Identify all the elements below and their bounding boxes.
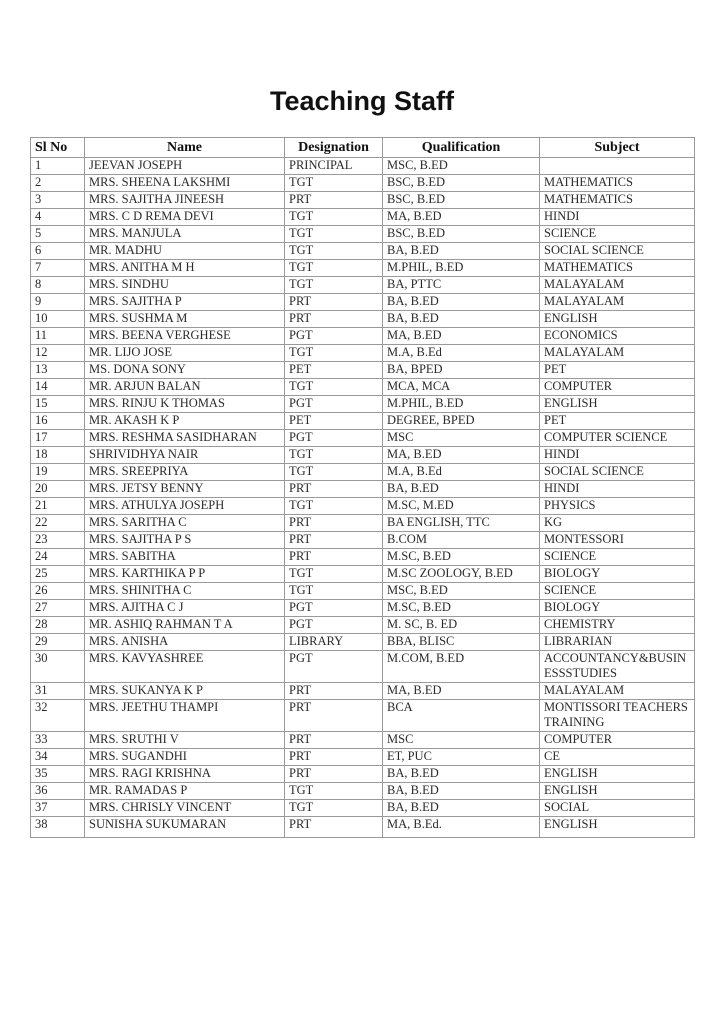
table-row [31, 817, 695, 838]
subject-cell: CE [540, 749, 695, 766]
table-row [31, 311, 695, 328]
header-sl-no: Sl No [31, 138, 85, 158]
designation-cell: PGT [285, 328, 383, 345]
qualification-cell: MSC [383, 430, 540, 447]
subject-cell: MONTESSORI [540, 532, 695, 549]
sl-no-cell: 36 [31, 783, 85, 800]
qualification-cell: M.SC, M.ED [383, 498, 540, 515]
subject-cell: PHYSICS [540, 498, 695, 515]
qualification-cell: BA ENGLISH, TTC [383, 515, 540, 532]
qualification-cell: MA, B.ED [383, 209, 540, 226]
name-cell: JEEVAN JOSEPH [85, 158, 285, 175]
name-cell: SHRIVIDHYA NAIR [85, 447, 285, 464]
name-cell: MRS. SUKANYA K P [85, 683, 285, 700]
qualification-cell: DEGREE, BPED [383, 413, 540, 430]
subject-cell: BIOLOGY [540, 566, 695, 583]
designation-cell: TGT [285, 345, 383, 362]
sl-no-cell: 14 [31, 379, 85, 396]
table-row [31, 651, 695, 683]
designation-cell: PRINCIPAL [285, 158, 383, 175]
table-row [31, 498, 695, 515]
table-row [31, 362, 695, 379]
qualification-cell: BCA [383, 700, 540, 732]
table-row [31, 345, 695, 362]
subject-cell: MALAYALAM [540, 683, 695, 700]
table-row [31, 447, 695, 464]
name-cell: MRS. SRUTHI V [85, 732, 285, 749]
subject-cell: BIOLOGY [540, 600, 695, 617]
table-header [31, 138, 695, 158]
name-cell: MRS. SUGANDHI [85, 749, 285, 766]
designation-cell: TGT [285, 783, 383, 800]
name-cell: MR. LIJO JOSE [85, 345, 285, 362]
name-cell: MRS. RESHMA SASIDHARAN [85, 430, 285, 447]
sl-no-cell: 5 [31, 226, 85, 243]
qualification-cell: M.A, B.Ed [383, 464, 540, 481]
header-name: Name [85, 138, 285, 158]
table-row [31, 549, 695, 566]
name-cell: MR. MADHU [85, 243, 285, 260]
sl-no-cell: 31 [31, 683, 85, 700]
name-cell: MRS. SHEENA LAKSHMI [85, 175, 285, 192]
sl-no-cell: 35 [31, 766, 85, 783]
subject-cell: MATHEMATICS [540, 260, 695, 277]
subject-cell: CHEMISTRY [540, 617, 695, 634]
qualification-cell: MA, B.ED [383, 447, 540, 464]
table-row [31, 766, 695, 783]
qualification-cell: BA, BPED [383, 362, 540, 379]
name-cell: MRS. SAJITHA P S [85, 532, 285, 549]
designation-cell: TGT [285, 260, 383, 277]
name-cell: MRS. SARITHA C [85, 515, 285, 532]
subject-cell: ECONOMICS [540, 328, 695, 345]
page-title: Teaching Staff [269, 86, 455, 116]
subject-cell: COMPUTER SCIENCE [540, 430, 695, 447]
qualification-cell: BA, B.ED [383, 311, 540, 328]
subject-cell: ENGLISH [540, 766, 695, 783]
name-cell: MRS. JETSY BENNY [85, 481, 285, 498]
sl-no-cell: 30 [31, 651, 85, 683]
subject-cell: SOCIAL SCIENCE [540, 243, 695, 260]
designation-cell: PET [285, 413, 383, 430]
sl-no-cell: 32 [31, 700, 85, 732]
sl-no-cell: 28 [31, 617, 85, 634]
subject-cell: COMPUTER [540, 732, 695, 749]
sl-no-cell: 23 [31, 532, 85, 549]
sl-no-cell: 27 [31, 600, 85, 617]
sl-no-cell: 1 [31, 158, 85, 175]
name-cell: MRS. SREEPRIYA [85, 464, 285, 481]
name-cell: MRS. ANISHA [85, 634, 285, 651]
designation-cell: PRT [285, 311, 383, 328]
table-row [31, 515, 695, 532]
sl-no-cell: 15 [31, 396, 85, 413]
subject-cell: ACCOUNTANCY&BUSINESSSTUDIES [540, 651, 695, 683]
qualification-cell: MA, B.ED [383, 683, 540, 700]
designation-cell: PGT [285, 617, 383, 634]
subject-cell: SCIENCE [540, 583, 695, 600]
sl-no-cell: 2 [31, 175, 85, 192]
designation-cell: PGT [285, 600, 383, 617]
designation-cell: PGT [285, 396, 383, 413]
qualification-cell: BA, B.ED [383, 294, 540, 311]
sl-no-cell: 25 [31, 566, 85, 583]
name-cell: MRS. ATHULYA JOSEPH [85, 498, 285, 515]
name-cell: MRS. SAJITHA P [85, 294, 285, 311]
table-row [31, 481, 695, 498]
designation-cell: TGT [285, 226, 383, 243]
table-row [31, 683, 695, 700]
name-cell: MRS. RINJU K THOMAS [85, 396, 285, 413]
table-row [31, 396, 695, 413]
table-row [31, 277, 695, 294]
subject-cell: MALAYALAM [540, 345, 695, 362]
qualification-cell: M.COM, B.ED [383, 651, 540, 683]
table-row [31, 379, 695, 396]
subject-cell: MALAYALAM [540, 294, 695, 311]
staff-table [30, 137, 695, 838]
subject-cell: HINDI [540, 209, 695, 226]
sl-no-cell: 7 [31, 260, 85, 277]
qualification-cell: BA, B.ED [383, 481, 540, 498]
qualification-cell: BSC, B.ED [383, 175, 540, 192]
sl-no-cell: 4 [31, 209, 85, 226]
subject-cell: ENGLISH [540, 817, 695, 838]
name-cell: SUNISHA SUKUMARAN [85, 817, 285, 838]
designation-cell: PRT [285, 683, 383, 700]
name-cell: MR. RAMADAS P [85, 783, 285, 800]
name-cell: MR. ASHIQ RAHMAN T A [85, 617, 285, 634]
name-cell: MRS. ANITHA M H [85, 260, 285, 277]
designation-cell: TGT [285, 175, 383, 192]
sl-no-cell: 33 [31, 732, 85, 749]
qualification-cell: BA, B.ED [383, 243, 540, 260]
qualification-cell: M.PHIL, B.ED [383, 396, 540, 413]
table-row [31, 800, 695, 817]
table-row [31, 566, 695, 583]
name-cell: MRS. MANJULA [85, 226, 285, 243]
qualification-cell: M.SC ZOOLOGY, B.ED [383, 566, 540, 583]
table-row [31, 243, 695, 260]
designation-cell: PRT [285, 192, 383, 209]
subject-cell [540, 158, 695, 175]
table-row [31, 634, 695, 651]
sl-no-cell: 3 [31, 192, 85, 209]
sl-no-cell: 21 [31, 498, 85, 515]
sl-no-cell: 18 [31, 447, 85, 464]
name-cell: MRS. SUSHMA M [85, 311, 285, 328]
sl-no-cell: 29 [31, 634, 85, 651]
qualification-cell: BBA, BLISC [383, 634, 540, 651]
designation-cell: PRT [285, 766, 383, 783]
designation-cell: PGT [285, 430, 383, 447]
subject-cell: HINDI [540, 481, 695, 498]
table-row [31, 464, 695, 481]
table-row [31, 430, 695, 447]
name-cell: MRS. KARTHIKA P P [85, 566, 285, 583]
name-cell: MRS. KAVYASHREE [85, 651, 285, 683]
name-cell: MRS. JEETHU THAMPI [85, 700, 285, 732]
qualification-cell: BA, B.ED [383, 783, 540, 800]
name-cell: MS. DONA SONY [85, 362, 285, 379]
table-row [31, 328, 695, 345]
designation-cell: PET [285, 362, 383, 379]
subject-cell: KG [540, 515, 695, 532]
table-row [31, 413, 695, 430]
qualification-cell: BA, B.ED [383, 800, 540, 817]
sl-no-cell: 8 [31, 277, 85, 294]
name-cell: MRS. AJITHA C J [85, 600, 285, 617]
sl-no-cell: 19 [31, 464, 85, 481]
table-row [31, 600, 695, 617]
name-cell: MRS. RAGI KRISHNA [85, 766, 285, 783]
qualification-cell: BA, B.ED [383, 766, 540, 783]
table-row [31, 783, 695, 800]
table-row [31, 175, 695, 192]
qualification-cell: M.PHIL, B.ED [383, 260, 540, 277]
designation-cell: PGT [285, 651, 383, 683]
designation-cell: TGT [285, 209, 383, 226]
subject-cell: LIBRARIAN [540, 634, 695, 651]
subject-cell: MONTISSORI TEACHERS TRAINING [540, 700, 695, 732]
designation-cell: TGT [285, 800, 383, 817]
sl-no-cell: 10 [31, 311, 85, 328]
table-row [31, 749, 695, 766]
sl-no-cell: 34 [31, 749, 85, 766]
designation-cell: TGT [285, 379, 383, 396]
name-cell: MRS. SABITHA [85, 549, 285, 566]
qualification-cell: ET, PUC [383, 749, 540, 766]
name-cell: MRS. CHRISLY VINCENT [85, 800, 285, 817]
sl-no-cell: 17 [31, 430, 85, 447]
header-designation: Designation [285, 138, 383, 158]
qualification-cell: BSC, B.ED [383, 192, 540, 209]
designation-cell: PRT [285, 817, 383, 838]
table-body [31, 158, 695, 838]
subject-cell: ENGLISH [540, 311, 695, 328]
sl-no-cell: 16 [31, 413, 85, 430]
table-row [31, 732, 695, 749]
table-row [31, 209, 695, 226]
sl-no-cell: 24 [31, 549, 85, 566]
subject-cell: COMPUTER [540, 379, 695, 396]
designation-cell: TGT [285, 277, 383, 294]
subject-cell: SOCIAL [540, 800, 695, 817]
sl-no-cell: 20 [31, 481, 85, 498]
table-row [31, 294, 695, 311]
table-row [31, 192, 695, 209]
name-cell: MRS. SAJITHA JINEESH [85, 192, 285, 209]
qualification-cell: M.SC, B.ED [383, 549, 540, 566]
designation-cell: TGT [285, 447, 383, 464]
subject-cell: ENGLISH [540, 783, 695, 800]
designation-cell: PRT [285, 732, 383, 749]
header-subject: Subject [540, 138, 695, 158]
subject-cell: HINDI [540, 447, 695, 464]
qualification-cell: B.COM [383, 532, 540, 549]
designation-cell: PRT [285, 749, 383, 766]
sl-no-cell: 11 [31, 328, 85, 345]
qualification-cell: MA, B.Ed. [383, 817, 540, 838]
designation-cell: TGT [285, 243, 383, 260]
sl-no-cell: 6 [31, 243, 85, 260]
qualification-cell: M.SC, B.ED [383, 600, 540, 617]
designation-cell: PRT [285, 294, 383, 311]
designation-cell: PRT [285, 515, 383, 532]
qualification-cell: BA, PTTC [383, 277, 540, 294]
name-cell: MR. ARJUN BALAN [85, 379, 285, 396]
subject-cell: SCIENCE [540, 549, 695, 566]
table-row [31, 158, 695, 175]
name-cell: MRS. SINDHU [85, 277, 285, 294]
designation-cell: LIBRARY [285, 634, 383, 651]
subject-cell: SCIENCE [540, 226, 695, 243]
name-cell: MR. AKASH K P [85, 413, 285, 430]
subject-cell: ENGLISH [540, 396, 695, 413]
name-cell: MRS. SHINITHA C [85, 583, 285, 600]
designation-cell: PRT [285, 549, 383, 566]
table-row [31, 260, 695, 277]
subject-cell: MATHEMATICS [540, 192, 695, 209]
table-row [31, 617, 695, 634]
qualification-cell: MSC, B.ED [383, 158, 540, 175]
qualification-cell: MA, B.ED [383, 328, 540, 345]
qualification-cell: M.A, B.Ed [383, 345, 540, 362]
designation-cell: TGT [285, 583, 383, 600]
subject-cell: PET [540, 413, 695, 430]
table-row [31, 532, 695, 549]
designation-cell: PRT [285, 532, 383, 549]
name-cell: MRS. C D REMA DEVI [85, 209, 285, 226]
table-row [31, 226, 695, 243]
qualification-cell: MSC [383, 732, 540, 749]
designation-cell: TGT [285, 566, 383, 583]
sl-no-cell: 37 [31, 800, 85, 817]
sl-no-cell: 22 [31, 515, 85, 532]
sl-no-cell: 38 [31, 817, 85, 838]
qualification-cell: MCA, MCA [383, 379, 540, 396]
sl-no-cell: 13 [31, 362, 85, 379]
header-row [31, 138, 695, 158]
subject-cell: SOCIAL SCIENCE [540, 464, 695, 481]
designation-cell: PRT [285, 700, 383, 732]
subject-cell: PET [540, 362, 695, 379]
designation-cell: PRT [285, 481, 383, 498]
qualification-cell: BSC, B.ED [383, 226, 540, 243]
sl-no-cell: 26 [31, 583, 85, 600]
header-qualification: Qualification [383, 138, 540, 158]
designation-cell: TGT [285, 464, 383, 481]
sl-no-cell: 12 [31, 345, 85, 362]
subject-cell: MALAYALAM [540, 277, 695, 294]
table-row [31, 700, 695, 732]
name-cell: MRS. BEENA VERGHESE [85, 328, 285, 345]
qualification-cell: MSC, B.ED [383, 583, 540, 600]
designation-cell: TGT [285, 498, 383, 515]
sl-no-cell: 9 [31, 294, 85, 311]
qualification-cell: M. SC, B. ED [383, 617, 540, 634]
table-row [31, 583, 695, 600]
subject-cell: MATHEMATICS [540, 175, 695, 192]
